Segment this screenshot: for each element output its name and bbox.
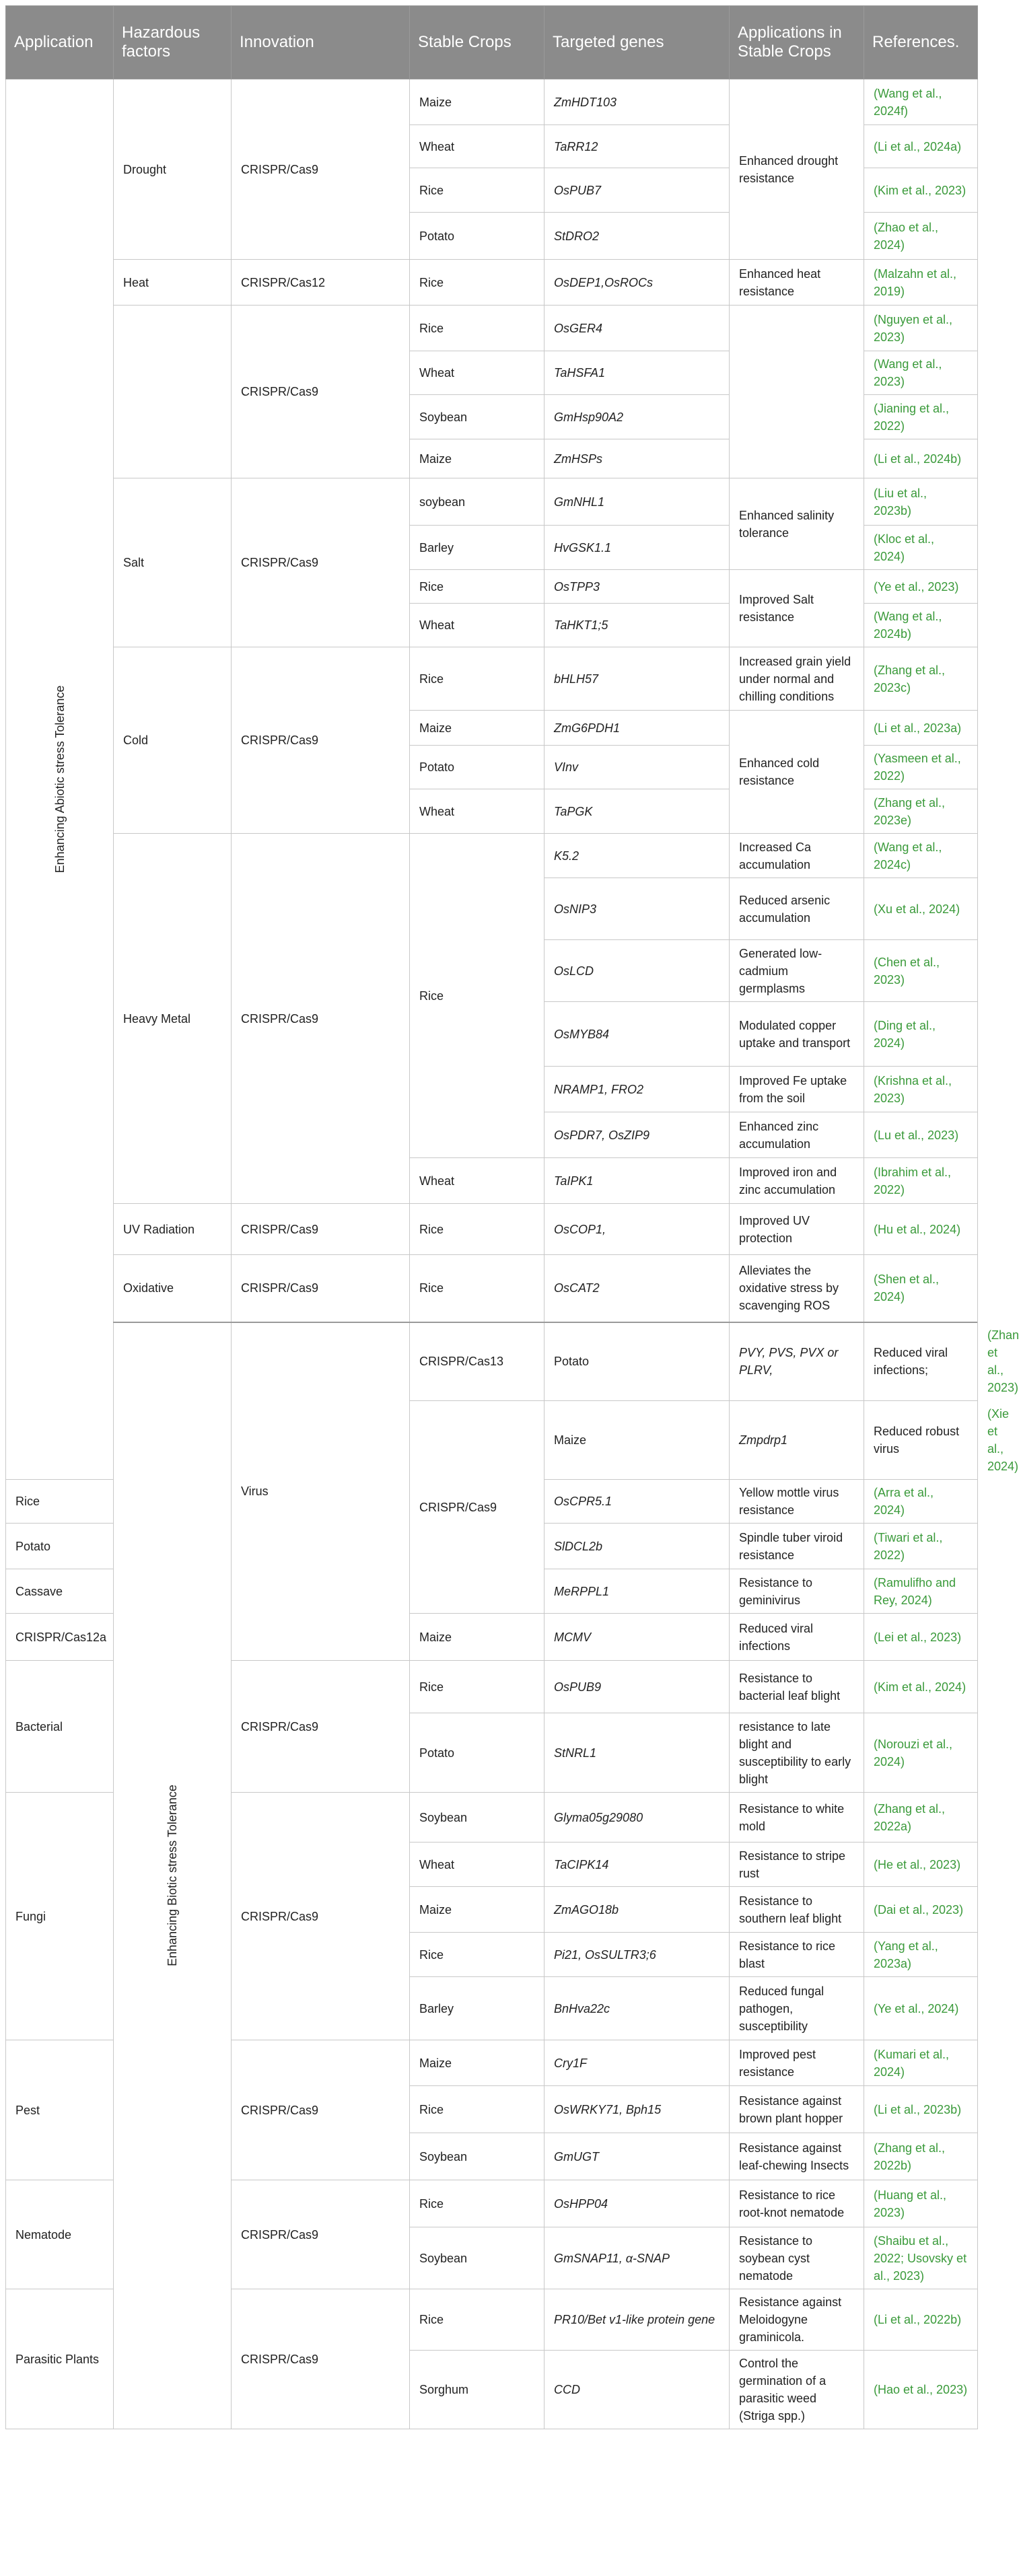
application-cell: Reduced arsenic accumulation [730,878,864,940]
crop-cell: Maize [410,1614,544,1661]
application-cell: Reduced fungal pathogen, susceptibility [730,1977,864,2040]
gene-cell: OsNIP3 [544,878,730,940]
gene-cell: SlDCL2b [544,1524,730,1569]
reference-link[interactable]: (Zhang et al., 2022a) [864,1793,978,1842]
application-cell: Enhanced heat resistance [730,260,864,306]
application-cell: Improved UV protection [730,1204,864,1255]
crop-cell: Rice [410,1204,544,1255]
application-cell [730,306,864,478]
reference-link[interactable]: (Zhao et al., 2024) [864,213,978,260]
gene-cell: OsHPP04 [544,2180,730,2227]
reference-link[interactable]: (He et al., 2023) [864,1842,978,1887]
application-cell: Reduced viral infections [730,1614,864,1661]
application-cell: Enhanced salinity tolerance [730,478,864,570]
reference-link[interactable]: (Ye et al., 2023) [864,570,978,604]
gene-cell: VInv [544,746,730,789]
gene-cell: TaRR12 [544,125,730,168]
gene-cell: bHLH57 [544,647,730,711]
gene-cell: StNRL1 [544,1713,730,1793]
hazard-cell: Oxidative [114,1255,232,1322]
innovation-cell: CRISPR/Cas9 [232,2289,410,2429]
hazard-cell: UV Radiation [114,1204,232,1255]
crop-cell: Maize [410,1887,544,1933]
application-cell: Resistance to rice root-knot nematode [730,2180,864,2227]
gene-cell: TaHKT1;5 [544,604,730,647]
crop-cell: Cassave [6,1569,114,1614]
application-cell: Resistance to geminivirus [730,1569,864,1614]
header-innovation: Innovation [232,6,410,79]
reference-link[interactable]: (Kim et al., 2023) [864,168,978,213]
crop-cell: Maize [410,439,544,478]
application-cell: Improved iron and zinc accumulation [730,1158,864,1204]
innovation-cell: CRISPR/Cas13 [410,1322,544,1401]
application-cell: Resistance against brown plant hopper [730,2086,864,2133]
crop-cell: Rice [410,834,544,1158]
crop-cell: Potato [6,1524,114,1569]
reference-link[interactable]: (Kumari et al., 2024) [864,2040,978,2086]
hazard-cell: Heat [114,260,232,306]
crop-cell: Wheat [410,1158,544,1204]
gene-cell: OsTPP3 [544,570,730,604]
application-cell: Resistance to bacterial leaf blight [730,1661,864,1713]
reference-link[interactable]: (Hao et al., 2023) [864,2351,978,2429]
application-cell: Spindle tuber viroid resistance [730,1524,864,1569]
reference-link[interactable]: (Li et al., 2024a) [864,125,978,168]
hazard-cell: Drought [114,79,232,260]
hazard-cell: Heavy Metal [114,834,232,1204]
table-body [6,79,1019,2429]
gene-cell: GmHsp90A2 [544,395,730,439]
gene-cell: TaHSFA1 [544,351,730,395]
table-row [6,1204,978,1255]
reference-link[interactable]: (Hu et al., 2024) [864,1204,978,1255]
hazard-cell [114,306,232,478]
gene-cell: MCMV [544,1614,730,1661]
table-row [6,478,978,526]
crop-cell: Maize [410,2040,544,2086]
hazard-cell: Fungi [6,1793,114,2040]
gene-cell: OsMYB84 [544,1002,730,1067]
gene-cell: BnHva22c [544,1977,730,2040]
crop-cell: Barley [410,1977,544,2040]
crop-cell: Maize [410,79,544,125]
application-cell: Resistance to stripe rust [730,1842,864,1887]
reference-link[interactable]: (Norouzi et al., 2024) [864,1713,978,1793]
gene-cell: ZmAGO18b [544,1887,730,1933]
application-cell: Improved pest resistance [730,2040,864,2086]
crop-cell: Rice [410,260,544,306]
reference-link[interactable]: (Ye et al., 2024) [864,1977,978,2040]
hazard-cell: Nematode [6,2180,114,2289]
crop-cell: Wheat [410,789,544,834]
table-row [6,834,978,878]
gene-cell: GmUGT [544,2133,730,2180]
crop-cell: Maize [544,1401,730,1480]
gene-cell: StDRO2 [544,213,730,260]
innovation-cell: CRISPR/Cas9 [232,478,410,647]
application-cell: Enhanced zinc accumulation [730,1112,864,1158]
reference-link[interactable]: (Lei et al., 2023) [864,1614,978,1661]
application-cell: Resistance to southern leaf blight [730,1887,864,1933]
header-crops: Stable Crops [410,6,544,79]
crop-cell: Rice [410,1933,544,1977]
application-cell: resistance to late blight and susceptibility to early blight [730,1713,864,1793]
gene-cell: OsCOP1, [544,1204,730,1255]
crop-cell: Rice [6,1480,114,1524]
table-row [6,260,978,306]
table-row [6,79,978,125]
header-references: References. [864,6,978,79]
crop-cell: Maize [410,711,544,746]
reference-link[interactable]: (Li et al., 2022b) [864,2289,978,2351]
hazard-cell: Pest [6,2040,114,2180]
reference-link[interactable]: (Wang et al., 2024b) [864,604,978,647]
reference-link[interactable]: (Krishna et al., 2023) [864,1067,978,1112]
reference-link[interactable]: (Ding et al., 2024) [864,1002,978,1067]
application-cell: Resistance to soybean cyst nematode [730,2227,864,2289]
reference-link[interactable]: (Jianing et al., 2022) [864,395,978,439]
reference-link[interactable]: (Li et al., 2023b) [864,2086,978,2133]
reference-link[interactable]: (Lu et al., 2023) [864,1112,978,1158]
gene-cell: OsPUB7 [544,168,730,213]
gene-cell: Pi21, OsSULTR3;6 [544,1933,730,1977]
reference-link[interactable]: (Arra et al., 2024) [864,1480,978,1524]
application-cell: Resistance to white mold [730,1793,864,1842]
crop-cell: Potato [544,1322,730,1401]
application-cell: Resistance to rice blast [730,1933,864,1977]
application-cell: Improved Salt resistance [730,570,864,647]
reference-link[interactable]: (Shaibu et al., 2022; Usovsky et al., 2023) [864,2227,978,2289]
crop-cell: Potato [410,746,544,789]
table-row [6,647,978,711]
table-row [6,306,978,351]
gene-cell: HvGSK1.1 [544,526,730,570]
hazard-cell: Cold [114,647,232,834]
innovation-cell: CRISPR/Cas9 [232,2040,410,2180]
application-cell: Enhanced drought resistance [730,79,864,260]
innovation-cell: CRISPR/Cas9 [232,306,410,478]
crop-cell: Rice [410,1661,544,1713]
crop-cell: Rice [410,2086,544,2133]
application-cell: Modulated copper uptake and transport [730,1002,864,1067]
crop-cell: Potato [410,1713,544,1793]
crop-cell: Sorghum [410,2351,544,2429]
crop-cell: Rice [410,570,544,604]
innovation-cell: CRISPR/Cas9 [232,1793,410,2040]
table-row [6,1255,978,1322]
gene-cell: PVY, PVS, PVX or PLRV, [730,1322,864,1401]
header-row [6,6,978,79]
crop-cell: Wheat [410,1842,544,1887]
reference-link[interactable]: (Malzahn et al., 2019) [864,260,978,306]
reference-link[interactable]: (Wang et al., 2024c) [864,834,978,878]
reference-link[interactable]: (Nguyen et al., 2023) [864,306,978,351]
reference-link[interactable]: (Liu et al., 2023b) [864,478,978,526]
hazard-cell: Salt [114,478,232,647]
crop-cell: Wheat [410,125,544,168]
reference-link[interactable]: (Yang et al., 2023a) [864,1933,978,1977]
hazard-cell: Bacterial [6,1661,114,1793]
application-cell: Improved Fe uptake from the soil [730,1067,864,1112]
gene-cell: OsWRKY71, Bph15 [544,2086,730,2133]
crop-cell: Rice [410,168,544,213]
crop-cell: Rice [410,1255,544,1322]
application-label: Enhancing Abiotic stress Tolerance [52,685,67,873]
application-cell: Increased grain yield under normal and chilling conditions [730,647,864,711]
reference-link[interactable]: (Wang et al., 2024f) [864,79,978,125]
application-cell: Reduced robust virus [864,1401,978,1480]
crop-cell: Wheat [410,351,544,395]
innovation-cell: CRISPR/Cas9 [232,2180,410,2289]
reference-link[interactable]: (Yasmeen et al., 2022) [864,746,978,789]
gene-cell: Cry1F [544,2040,730,2086]
gene-cell: GmNHL1 [544,478,730,526]
innovation-cell: CRISPR/Cas9 [232,647,410,834]
crispr-stress-table [5,5,1019,2429]
crop-cell: Potato [410,213,544,260]
application-cell: Resistance against Meloidogyne graminicola. [730,2289,864,2351]
crop-cell: Wheat [410,604,544,647]
gene-cell: Zmpdrp1 [730,1401,864,1480]
reference-link[interactable]: (Kloc et al., 2024) [864,526,978,570]
gene-cell: OsDEP1,OsROCs [544,260,730,306]
gene-cell: OsPDR7, OsZIP9 [544,1112,730,1158]
header-genes: Targeted genes [544,6,730,79]
application-cell: Alleviates the oxidative stress by scavenging ROS [730,1255,864,1322]
gene-cell: GmSNAP11, α-SNAP [544,2227,730,2289]
table-row: CRISPR/Cas9 Maize Zmpdrp1 Reduced robust virus (Xie et al., 2024) [6,1401,978,1480]
application-cell: Resistance against leaf-chewing Insects [730,2133,864,2180]
reference-link[interactable]: (Shen et al., 2024) [864,1255,978,1322]
innovation-cell: CRISPR/Cas9 [232,1255,410,1322]
reference-link[interactable]: (Zhang et al., 2023c) [864,647,978,711]
innovation-cell: CRISPR/Cas12a [6,1614,114,1661]
reference-link[interactable]: (Li et al., 2024b) [864,439,978,478]
gene-cell: ZmHSPs [544,439,730,478]
application-cell: Control the germination of a parasitic weed (Striga spp.) [730,2351,864,2429]
innovation-cell: CRISPR/Cas9 [232,79,410,260]
application-cell: Yellow mottle virus resistance [730,1480,864,1524]
reference-link[interactable]: (Tiwari et al., 2022) [864,1524,978,1569]
application-abiotic [6,79,114,1480]
crop-cell: Soybean [410,2133,544,2180]
gene-cell: OsCPR5.1 [544,1480,730,1524]
gene-cell: Glyma05g29080 [544,1793,730,1842]
application-biotic [114,1322,232,2429]
innovation-cell: CRISPR/Cas9 [232,834,410,1204]
gene-cell: OsCAT2 [544,1255,730,1322]
hazard-cell: Parasitic Plants [6,2289,114,2429]
gene-cell: K5.2 [544,834,730,878]
reference-link[interactable]: (Li et al., 2023a) [864,711,978,746]
reference-link[interactable]: (Ibrahim et al., 2022) [864,1158,978,1204]
reference-link[interactable]: (Kim et al., 2024) [864,1661,978,1713]
gene-cell: MeRPPL1 [544,1569,730,1614]
innovation-cell: CRISPR/Cas9 [410,1401,544,1614]
application-cell: Reduced viral infections; [864,1322,978,1401]
gene-cell: CCD [544,2351,730,2429]
gene-cell: ZmHDT103 [544,79,730,125]
gene-cell: ZmG6PDH1 [544,711,730,746]
crop-cell: Rice [410,647,544,711]
reference-link[interactable]: (Chen et al., 2023) [864,940,978,1002]
header-application: Application [6,6,114,79]
reference-link[interactable]: (Wang et al., 2023) [864,351,978,395]
table-row: Enhancing Biotic stress Tolerance Virus CRISPR/Cas13 Potato PVY, PVS, PVX or PLRV, Reduced viral infections; (Zhan et al., 2023) [6,1322,978,1401]
application-cell: Generated low-cadmium germplasms [730,940,864,1002]
header-applications: Applications in Stable Crops [730,6,864,79]
application-cell: Increased Ca accumulation [730,834,864,878]
gene-cell: NRAMP1, FRO2 [544,1067,730,1112]
application-label: Enhancing Biotic stress Tolerance [166,1785,179,1967]
crop-cell: Soybean [410,1793,544,1842]
crop-cell: Soybean [410,2227,544,2289]
gene-cell: TaPGK [544,789,730,834]
gene-cell: TaIPK1 [544,1158,730,1204]
gene-cell: TaCIPK14 [544,1842,730,1887]
reference-link[interactable]: (Zhang et al., 2023e) [864,789,978,834]
crop-cell: Soybean [410,395,544,439]
crop-cell: soybean [410,478,544,526]
crop-cell: Rice [410,2180,544,2227]
gene-cell: OsLCD [544,940,730,1002]
gene-cell: PR10/Bet v1-like protein gene [544,2289,730,2351]
crop-cell: Barley [410,526,544,570]
innovation-cell: CRISPR/Cas9 [232,1661,410,1793]
reference-link[interactable]: (Huang et al., 2023) [864,2180,978,2227]
hazard-cell: Virus [232,1322,410,1661]
application-cell: Enhanced cold resistance [730,711,864,834]
crop-cell: Rice [410,2289,544,2351]
innovation-cell: CRISPR/Cas12 [232,260,410,306]
reference-link[interactable]: (Ramulifho and Rey, 2024) [864,1569,978,1614]
reference-link[interactable]: (Xu et al., 2024) [864,878,978,940]
reference-link[interactable]: (Zhang et al., 2022b) [864,2133,978,2180]
gene-cell: OsPUB9 [544,1661,730,1713]
gene-cell: OsGER4 [544,306,730,351]
innovation-cell: CRISPR/Cas9 [232,1204,410,1255]
header-hazard: Hazardous factors [114,6,232,79]
reference-link[interactable]: (Dai et al., 2023) [864,1887,978,1933]
crop-cell: Rice [410,306,544,351]
